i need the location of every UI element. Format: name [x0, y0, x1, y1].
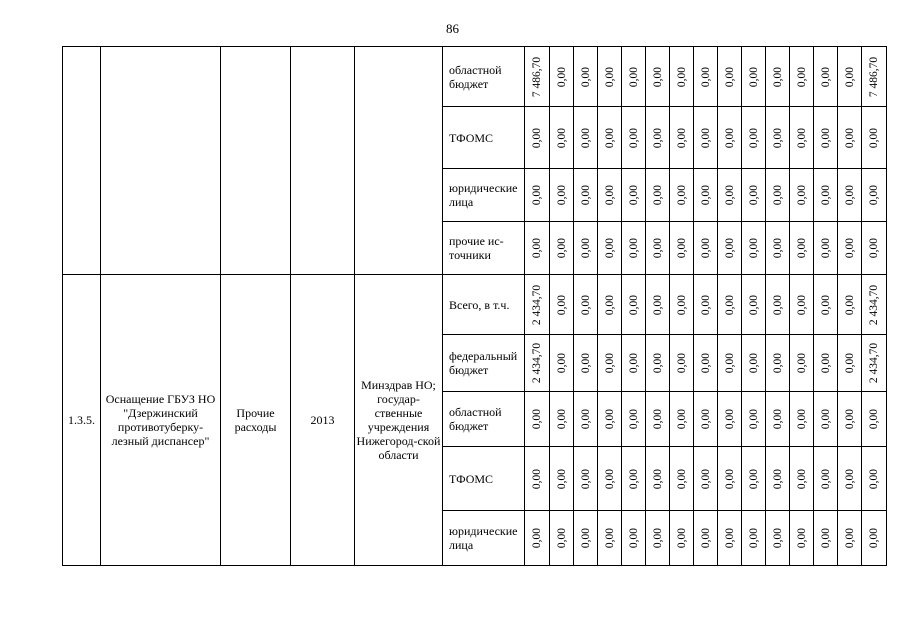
value-cell	[766, 335, 790, 392]
value-cell	[766, 169, 790, 222]
value-text: 0,00	[771, 127, 784, 148]
value-text: 0,00	[771, 66, 784, 87]
value-cell	[766, 447, 790, 511]
item-name: Оснащение ГБУЗ НО "Дзержинский противотуберку-лезный диспансер"	[101, 275, 221, 566]
value-cell	[622, 335, 646, 392]
value-cell	[646, 392, 670, 447]
value-text: 0,00	[819, 184, 832, 206]
item-number: 1.3.5.	[63, 275, 101, 566]
value-cell	[718, 275, 742, 335]
value-text: 0,00	[603, 127, 616, 148]
value-text: 0,00	[771, 408, 784, 430]
value-cell	[598, 511, 622, 566]
value-text: 0,00	[747, 352, 760, 374]
value-cell	[574, 169, 598, 222]
value-text: 0,00	[699, 468, 712, 489]
value-text: 0,00	[819, 527, 832, 549]
value-cell	[622, 511, 646, 566]
value-cell	[718, 47, 742, 107]
value-cell	[766, 47, 790, 107]
value-text: 0,00	[531, 237, 543, 259]
value-cell	[718, 392, 742, 447]
item-executor	[355, 47, 443, 275]
value-text: 0,00	[795, 66, 808, 87]
value-text: 0,00	[627, 294, 640, 315]
value-text: 0,00	[651, 468, 664, 489]
value-text: 0,00	[651, 408, 664, 430]
funding-source: юридические лица	[443, 169, 525, 222]
value-text: 0,00	[868, 527, 880, 549]
value-cell	[694, 335, 718, 392]
value-cell	[622, 222, 646, 275]
value-cell	[646, 107, 670, 169]
item-number	[63, 47, 101, 275]
value-cell	[838, 392, 862, 447]
value-text: 0,00	[819, 352, 832, 374]
value-cell	[838, 335, 862, 392]
value-text: 0,00	[795, 527, 808, 549]
value-cell	[574, 335, 598, 392]
value-cell	[646, 47, 670, 107]
value-cell	[574, 47, 598, 107]
value-text: 0,00	[843, 408, 856, 430]
value-cell	[718, 335, 742, 392]
value-text: 0,00	[603, 468, 616, 489]
value-text: 0,00	[868, 408, 880, 430]
value-cell	[814, 107, 838, 169]
value-cell	[670, 511, 694, 566]
value-cell	[646, 222, 670, 275]
value-text: 2 434,70	[531, 342, 543, 384]
value-cell	[766, 107, 790, 169]
value-cell	[525, 335, 550, 392]
value-text: 0,00	[627, 184, 640, 206]
funding-source: Всего, в т.ч.	[443, 275, 525, 335]
page-number: 86	[446, 21, 459, 36]
value-text: 0,00	[771, 184, 784, 206]
value-cell	[525, 47, 550, 107]
value-text: 0,00	[868, 184, 880, 206]
item-executor: Минздрав НО; государ-ственные учреждения Нижегород-ской области	[355, 275, 443, 566]
value-text: 0,00	[531, 468, 543, 489]
value-cell	[598, 392, 622, 447]
value-text: 0,00	[795, 127, 808, 148]
value-text: 0,00	[795, 237, 808, 259]
value-cell	[718, 107, 742, 169]
value-cell	[694, 275, 718, 335]
value-text: 0,00	[723, 352, 736, 374]
value-text: 0,00	[603, 237, 616, 259]
value-text: 0,00	[843, 527, 856, 549]
item-name	[101, 47, 221, 275]
value-cell	[598, 222, 622, 275]
value-cell	[742, 335, 766, 392]
value-cell	[694, 447, 718, 511]
value-text: 0,00	[675, 408, 688, 430]
value-cell	[694, 169, 718, 222]
value-cell	[550, 275, 574, 335]
value-text: 0,00	[747, 237, 760, 259]
value-cell	[766, 222, 790, 275]
value-text: 0,00	[699, 184, 712, 206]
value-cell	[550, 335, 574, 392]
value-text: 0,00	[819, 237, 832, 259]
value-text: 0,00	[723, 527, 736, 549]
value-text: 0,00	[843, 352, 856, 374]
value-cell	[622, 107, 646, 169]
value-cell	[525, 511, 550, 566]
value-cell	[742, 275, 766, 335]
value-text: 2 434,70	[531, 284, 543, 325]
value-text: 0,00	[675, 352, 688, 374]
value-text: 0,00	[819, 468, 832, 489]
value-text: 0,00	[675, 127, 688, 148]
value-text: 0,00	[675, 184, 688, 206]
value-cell	[862, 335, 887, 392]
value-cell	[814, 392, 838, 447]
value-text: 0,00	[651, 127, 664, 148]
value-text: 0,00	[603, 294, 616, 315]
funding-source: областной бюджет	[443, 47, 525, 107]
value-text: 0,00	[579, 352, 592, 374]
value-text: 0,00	[747, 66, 760, 87]
value-cell	[718, 222, 742, 275]
value-cell	[694, 511, 718, 566]
value-cell	[622, 275, 646, 335]
value-cell	[670, 222, 694, 275]
funding-source: прочие ис-точники	[443, 222, 525, 275]
value-text: 0,00	[699, 66, 712, 87]
value-text: 0,00	[579, 408, 592, 430]
value-cell	[862, 47, 887, 107]
value-cell	[550, 169, 574, 222]
value-text: 0,00	[627, 237, 640, 259]
value-cell	[694, 107, 718, 169]
value-cell	[525, 447, 550, 511]
value-text: 0,00	[795, 352, 808, 374]
value-text: 0,00	[555, 294, 568, 315]
value-text: 0,00	[555, 237, 568, 259]
value-cell	[550, 107, 574, 169]
value-text: 0,00	[699, 127, 712, 148]
value-text: 0,00	[651, 237, 664, 259]
expense-type: Прочие расходы	[221, 275, 291, 566]
value-text: 0,00	[555, 66, 568, 87]
value-cell	[550, 511, 574, 566]
value-text: 0,00	[843, 127, 856, 148]
value-text: 0,00	[723, 468, 736, 489]
value-cell	[646, 511, 670, 566]
value-text: 0,00	[555, 408, 568, 430]
value-text: 0,00	[555, 184, 568, 206]
value-cell	[742, 222, 766, 275]
value-text: 0,00	[819, 127, 832, 148]
value-cell	[550, 222, 574, 275]
value-cell	[814, 275, 838, 335]
funding-source: областной бюджет	[443, 392, 525, 447]
value-cell	[790, 222, 814, 275]
value-cell	[790, 447, 814, 511]
value-cell	[838, 107, 862, 169]
item-year	[291, 47, 355, 275]
value-text: 0,00	[868, 468, 880, 489]
funding-source: федеральный бюджет	[443, 335, 525, 392]
value-cell	[598, 275, 622, 335]
value-cell	[622, 392, 646, 447]
value-cell	[598, 169, 622, 222]
value-cell	[670, 47, 694, 107]
value-text: 0,00	[603, 408, 616, 430]
value-cell	[862, 392, 887, 447]
value-text: 0,00	[675, 468, 688, 489]
value-text: 0,00	[843, 468, 856, 489]
value-cell	[814, 335, 838, 392]
value-text: 7 486,70	[868, 56, 880, 97]
value-cell	[670, 107, 694, 169]
expense-type	[221, 47, 291, 275]
value-cell	[550, 392, 574, 447]
value-text: 0,00	[579, 527, 592, 549]
value-text: 0,00	[795, 408, 808, 430]
value-text: 2 434,70	[868, 342, 880, 384]
value-text: 0,00	[627, 408, 640, 430]
value-cell	[550, 447, 574, 511]
value-text: 0,00	[747, 527, 760, 549]
table-row	[63, 275, 887, 335]
value-cell	[598, 47, 622, 107]
value-text: 0,00	[843, 294, 856, 315]
value-cell	[838, 511, 862, 566]
value-text: 0,00	[555, 127, 568, 148]
value-text: 0,00	[723, 294, 736, 315]
value-cell	[814, 222, 838, 275]
value-text: 0,00	[795, 468, 808, 489]
value-text: 0,00	[771, 527, 784, 549]
funding-source: юридические лица	[443, 511, 525, 566]
value-text: 0,00	[531, 184, 543, 206]
value-text: 0,00	[699, 352, 712, 374]
value-cell	[742, 107, 766, 169]
value-cell	[670, 392, 694, 447]
value-text: 0,00	[843, 66, 856, 87]
value-text: 0,00	[651, 66, 664, 87]
value-cell	[718, 447, 742, 511]
value-cell	[742, 169, 766, 222]
value-text: 0,00	[675, 527, 688, 549]
value-cell	[646, 169, 670, 222]
value-text: 0,00	[651, 294, 664, 315]
value-cell	[525, 222, 550, 275]
value-text: 0,00	[555, 352, 568, 374]
value-cell	[742, 392, 766, 447]
value-text: 0,00	[771, 468, 784, 489]
value-text: 0,00	[771, 237, 784, 259]
value-text: 0,00	[795, 294, 808, 315]
value-cell	[646, 447, 670, 511]
value-cell	[862, 107, 887, 169]
value-text: 0,00	[531, 408, 543, 430]
value-text: 0,00	[651, 184, 664, 206]
value-text: 0,00	[627, 468, 640, 489]
value-cell	[790, 392, 814, 447]
value-cell	[525, 275, 550, 335]
value-cell	[598, 447, 622, 511]
value-text: 0,00	[771, 352, 784, 374]
value-cell	[694, 47, 718, 107]
value-cell	[670, 335, 694, 392]
value-text: 0,00	[651, 352, 664, 374]
value-cell	[862, 447, 887, 511]
value-cell	[574, 511, 598, 566]
value-cell	[790, 107, 814, 169]
value-cell	[550, 47, 574, 107]
value-text: 0,00	[843, 184, 856, 206]
funding-source: ТФОМС	[443, 447, 525, 511]
value-cell	[838, 447, 862, 511]
value-text: 0,00	[531, 127, 543, 148]
value-text: 0,00	[627, 352, 640, 374]
value-text: 0,00	[747, 184, 760, 206]
value-cell	[694, 392, 718, 447]
value-text: 0,00	[555, 527, 568, 549]
value-text: 0,00	[627, 66, 640, 87]
value-text: 0,00	[579, 66, 592, 87]
value-cell	[622, 447, 646, 511]
value-cell	[814, 511, 838, 566]
value-text: 0,00	[747, 468, 760, 489]
item-year: 2013	[291, 275, 355, 566]
value-text: 0,00	[651, 527, 664, 549]
value-text: 0,00	[675, 66, 688, 87]
value-cell	[838, 275, 862, 335]
value-text: 0,00	[627, 527, 640, 549]
value-cell	[838, 169, 862, 222]
value-text: 0,00	[723, 408, 736, 430]
table-row	[63, 47, 887, 107]
value-text: 0,00	[579, 294, 592, 315]
value-text: 0,00	[747, 408, 760, 430]
value-cell	[718, 169, 742, 222]
value-cell	[598, 335, 622, 392]
budget-table	[62, 46, 887, 566]
value-text: 0,00	[579, 237, 592, 259]
value-cell	[790, 169, 814, 222]
value-cell	[574, 107, 598, 169]
value-text: 0,00	[747, 294, 760, 315]
value-cell	[742, 47, 766, 107]
value-text: 0,00	[819, 294, 832, 315]
value-text: 0,00	[723, 184, 736, 206]
value-text: 0,00	[675, 237, 688, 259]
value-cell	[790, 47, 814, 107]
value-cell	[525, 392, 550, 447]
value-text: 0,00	[579, 468, 592, 489]
value-cell	[742, 447, 766, 511]
value-cell	[814, 447, 838, 511]
value-cell	[694, 222, 718, 275]
value-cell	[814, 47, 838, 107]
value-text: 2 434,70	[868, 284, 880, 325]
value-text: 0,00	[723, 66, 736, 87]
value-text: 0,00	[603, 352, 616, 374]
value-text: 0,00	[699, 237, 712, 259]
funding-source: ТФОМС	[443, 107, 525, 169]
value-cell	[646, 275, 670, 335]
value-text: 0,00	[555, 468, 568, 489]
value-text: 0,00	[771, 294, 784, 315]
value-text: 0,00	[819, 408, 832, 430]
value-cell	[742, 511, 766, 566]
value-cell	[862, 222, 887, 275]
value-cell	[814, 169, 838, 222]
value-cell	[766, 275, 790, 335]
value-cell	[766, 511, 790, 566]
value-text: 0,00	[603, 66, 616, 87]
value-cell	[622, 169, 646, 222]
value-cell	[646, 335, 670, 392]
value-cell	[838, 47, 862, 107]
value-text: 0,00	[819, 66, 832, 87]
value-text: 0,00	[579, 127, 592, 148]
value-text: 0,00	[723, 237, 736, 259]
value-text: 0,00	[531, 527, 543, 549]
value-cell	[862, 511, 887, 566]
value-text: 0,00	[699, 294, 712, 315]
value-cell	[525, 107, 550, 169]
value-cell	[718, 511, 742, 566]
value-cell	[622, 47, 646, 107]
value-cell	[862, 275, 887, 335]
value-text: 0,00	[747, 127, 760, 148]
value-text: 0,00	[603, 184, 616, 206]
value-cell	[790, 511, 814, 566]
value-text: 0,00	[723, 127, 736, 148]
value-cell	[574, 275, 598, 335]
value-cell	[525, 169, 550, 222]
value-text: 7 486,70	[531, 56, 543, 97]
value-cell	[670, 275, 694, 335]
value-text: 0,00	[603, 527, 616, 549]
value-text: 0,00	[868, 127, 880, 148]
value-text: 0,00	[795, 184, 808, 206]
value-text: 0,00	[675, 294, 688, 315]
value-cell	[598, 107, 622, 169]
value-text: 0,00	[699, 408, 712, 430]
value-cell	[766, 392, 790, 447]
value-cell	[838, 222, 862, 275]
value-text: 0,00	[843, 237, 856, 259]
value-text: 0,00	[699, 527, 712, 549]
value-text: 0,00	[627, 127, 640, 148]
value-cell	[670, 169, 694, 222]
value-cell	[790, 275, 814, 335]
value-cell	[574, 447, 598, 511]
value-text: 0,00	[579, 184, 592, 206]
value-cell	[574, 222, 598, 275]
value-cell	[670, 447, 694, 511]
value-cell	[790, 335, 814, 392]
value-cell	[862, 169, 887, 222]
value-text: 0,00	[868, 237, 880, 259]
value-cell	[574, 392, 598, 447]
